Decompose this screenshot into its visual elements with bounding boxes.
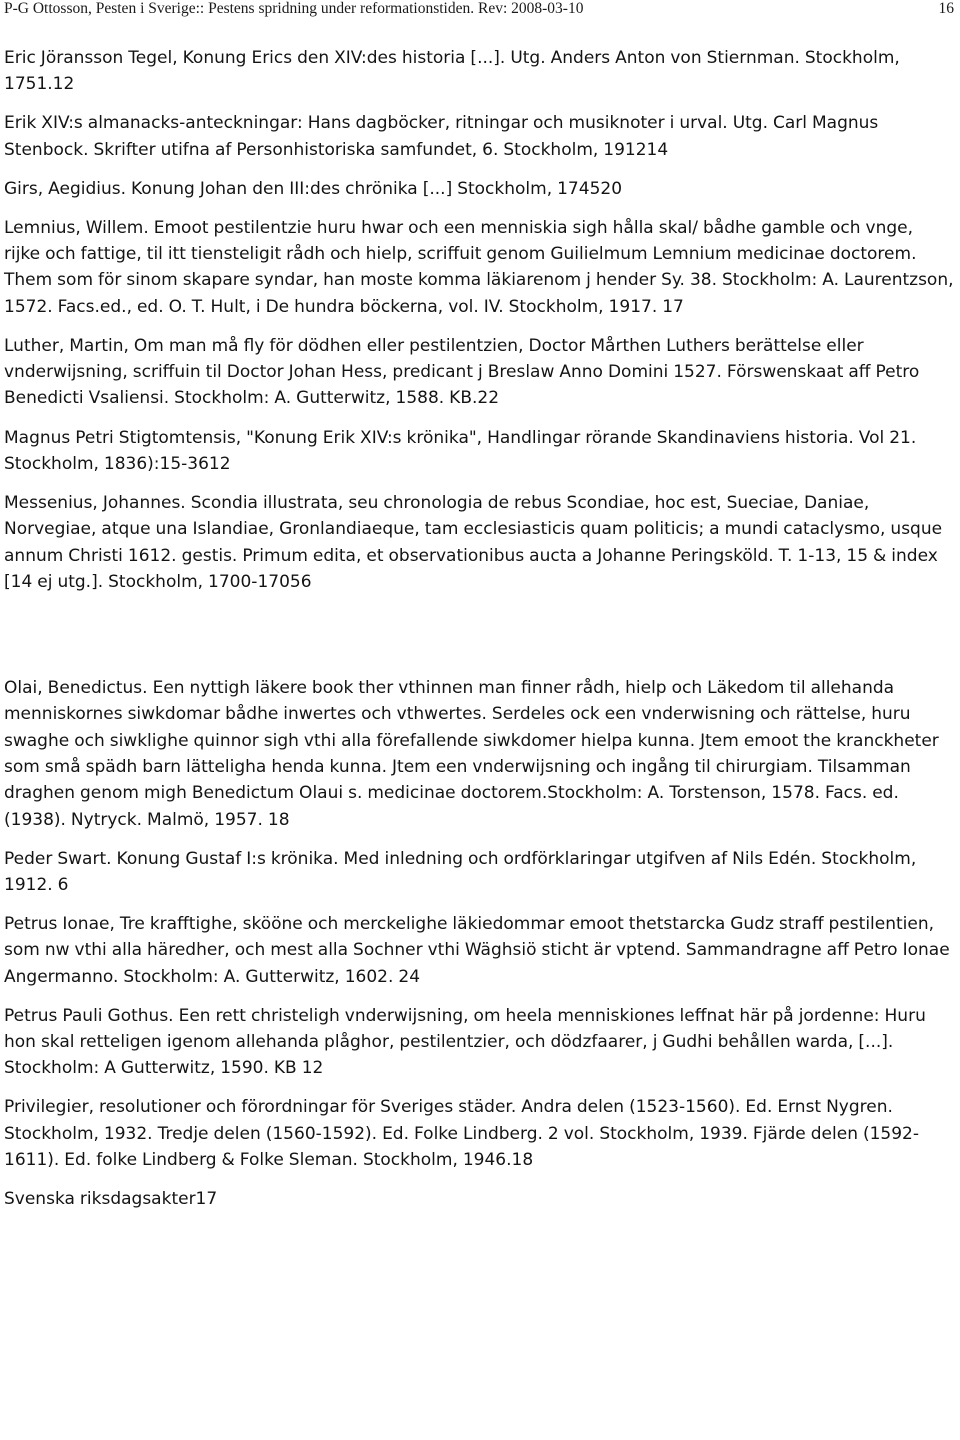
bibliography-entry: Messenius, Johannes. Scondia illustrata, seu chronologia de rebus Scondiae, hoc est, Sueciae, Daniae, Norvegiae, atque una Islandiae, Gronlandiaeque, tam ecclesiasticis quam politicis; a mundi cataclysmo, usque annum Christi 1612. gestis. Primum edita, et observationibus aucta a Johanne Peringsköld. T. 1-13, 15 & index [14 ej utg.]. Stockholm, 1700-17056	[4, 492, 943, 592]
bibliography-entry: Olai, Benedictus. Een nyttigh läkere book ther vthinnen man finner rådh, hielp och Läkedom til allehanda menniskornes siwkdomar bådhe inwertes och vthwertes. Serdeles ock een vnderwisning och rättelse, huru swaghe och siwklighe quinnor sigh vthi alla förefallende siwkdomer hielpa kunna. Jtem emoot the kranckheter som små spädh barn lätteligha henda kunna. Jtem een vnderwijsning och ingång til chirurgiam. Tilsamman draghen genom migh Benedictum Olaui s. medicinae doctorem.Stockholm: A. Torstenson, 1578. Facs. ed. (1938). Nytryck. Malmö, 1957. 18	[4, 678, 939, 830]
bibliography-list	[4, 45, 954, 1212]
bibliography-entry: Girs, Aegidius. Konung Johan den III:des chrönika [...] Stockholm, 174520	[4, 178, 623, 199]
bibliography-entry: Peder Swart. Konung Gustaf I:s krönika. Med inledning och ordförklaringar utgifven af Nils Edén. Stockholm, 1912. 6	[4, 848, 917, 895]
bibliography-entry: Magnus Petri Stigtomtensis, "Konung Erik XIV:s krönika", Handlingar rörande Skandinaviens historia. Vol 21. Stockholm, 1836):15-3612	[4, 427, 917, 474]
page-number: 16	[938, 0, 954, 17]
bibliography-entry: Privilegier, resolutioner och förordningar för Sveriges städer. Andra delen (1523-1560). Ed. Ernst Nygren. Stockholm, 1932. Tredje delen (1560-1592). Ed. Folke Lindberg. 2 vol. Stockholm, 1939. Fjärde delen (1592-1611). Ed. folke Lindberg & Folke Sleman. Stockholm, 1946.18	[4, 1097, 920, 1171]
bibliography-entry: Lemnius, Willem. Emoot pestilentzie huru hwar och een menniskia sigh hålla skal/ bådhe gamble och vnge, rijke och fattige, til itt tiensteligit rådh och hielp, scriffuit genom Guilielmum Lemnium medicinae doctorem. Them som för sinom skapare syndar, han moste komma läkiarenom j hender Sy. 38. Stockholm: A. Laurentzson, 1572. Facs.ed., ed. O. T. Hult, i De hundra böckerna, vol. IV. Stockholm, 1917. 17	[4, 217, 954, 317]
page-header	[4, 0, 954, 24]
bibliography-entry: Luther, Martin, Om man må fly för dödhen eller pestilentzien, Doctor Mårthen Luthers berättelse eller vnderwijsning, scriffuin til Doctor Johan Hess, predicant j Breslaw Anno Domini 1527. Förswenskaat aff Petro Benedicti Vsaliensi. Stockholm: A. Gutterwitz, 1588. KB.22	[4, 335, 920, 409]
bibliography-entry: Petrus Ionae, Tre krafftighe, skööne och merckelighe läkiedommar emoot thetstarcka Gudz straff pestilentien, som nw vthi alla häredher, och mest alla Sochner vthi Wäghsiö sticht är vptend. Sammandragne aff Petro Ionae Angermanno. Stockholm: A. Gutterwitz, 1602. 24	[4, 914, 950, 987]
bibliography-entry: Erik XIV:s almanacks-anteckningar: Hans dagböcker, ritningar och musiknoter i urval. Utg. Carl Magnus Stenbock. Skrifter utifna af Personhistoriska samfundet, 6. Stockholm, 191214	[4, 113, 879, 160]
running-header-title: P-G Ottosson, Pesten i Sverige:: Pestens spridning under reformationstiden. Rev: 2008-03-10	[4, 0, 584, 17]
bibliography-entry: Eric Jöransson Tegel, Konung Erics den XIV:des historia [...]. Utg. Anders Anton von Stiernman. Stockholm, 1751.12	[4, 48, 900, 95]
bibliography-entry: Petrus Pauli Gothus. Een rett christeligh vnderwijsning, om heela menniskiones leffnat här på jordenne: Huru hon skal retteligen igenom allehanda plåghor, pestilentzier, och dödzfaarer, j Gudhi behållen warda, [...]. Stockholm: A Gutterwitz, 1590. KB 12	[4, 1005, 926, 1079]
bibliography-entry: Svenska riksdagsakter17	[4, 1189, 218, 1210]
